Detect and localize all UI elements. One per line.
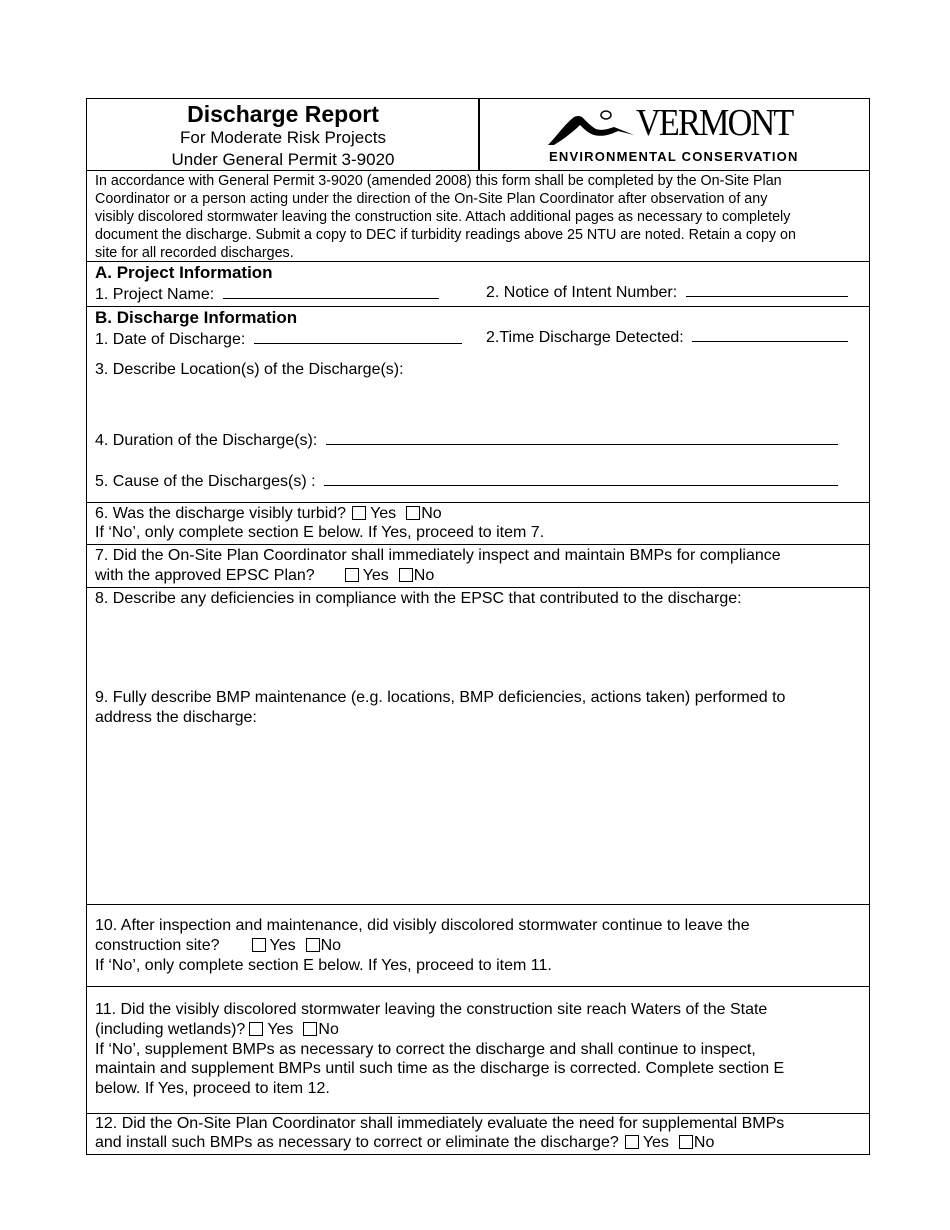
discharge-cause-label: 5. Cause of the Discharges(s) : (95, 473, 316, 490)
q6-line-1 (95, 504, 442, 524)
q6-no-checkbox[interactable] (406, 506, 420, 520)
q11-yes-checkbox[interactable] (249, 1022, 263, 1036)
section-b-heading: B. Discharge Information (95, 308, 298, 327)
q11-line-2 (95, 1020, 339, 1040)
noi-number-label: 2. Notice of Intent Number: (486, 284, 678, 301)
discharge-cause-field[interactable] (95, 471, 838, 492)
form-subtitle-2: Under General Permit 3-9020 (171, 150, 395, 169)
q9-line-1: 9. Fully describe BMP maintenance (e.g. locations, BMP deficiencies, actions taken) performed to (95, 689, 786, 706)
q10-no-checkbox[interactable] (306, 938, 320, 952)
q10-line-3: If ‘No’, only complete section E below. If Yes, proceed to item 11. (95, 957, 552, 974)
noi-number-field[interactable] (486, 282, 848, 303)
q11-no-label: No (318, 1021, 339, 1038)
form-subtitle-1: For Moderate Risk Projects (180, 128, 386, 147)
q7-no-checkbox[interactable] (399, 568, 413, 582)
discharge-date-field[interactable] (95, 329, 462, 350)
section-a-project-information (87, 262, 869, 307)
q11-yes-label: Yes (267, 1021, 294, 1038)
q11-line-1: 11. Did the visibly discolored stormwater leaving the construction site reach Waters of the State (95, 1001, 768, 1018)
q11-line-5: below. If Yes, proceed to item 12. (95, 1080, 330, 1097)
section-a-heading: A. Project Information (95, 263, 273, 282)
question-12 (87, 1114, 869, 1154)
q7-text: with the approved EPSC Plan? (95, 567, 315, 584)
q11-text: (including wetlands)? (95, 1021, 246, 1038)
q12-line-1: 12. Did the On-Site Plan Coordinator shall immediately evaluate the need for supplemental BMPs (95, 1115, 785, 1132)
q8-line-1: 8. Describe any deficiencies in compliance with the EPSC that contributed to the discharge: (95, 590, 742, 607)
q7-yes-checkbox[interactable] (345, 568, 359, 582)
form-title: Discharge Report (187, 101, 379, 127)
q6-text: 6. Was the discharge visibly turbid? (95, 505, 347, 522)
vermont-dec-logo (480, 99, 871, 171)
question-10 (87, 905, 869, 987)
intro-line-2: Coordinator or a person acting under the direction of the On-Site Plan Coordinator after observation of any (95, 191, 768, 207)
q10-text: construction site? (95, 937, 220, 954)
discharge-location-label: 3. Describe Location(s) of the Discharge(s): (95, 361, 404, 378)
intro-line-4: document the discharge. Submit a copy to DEC if turbidity readings above 25 NTU are noted. Retain a copy on (95, 227, 796, 243)
intro-line-3: visibly discolored stormwater leaving the construction site. Attach additional pages as necessary to completely (95, 209, 791, 225)
q11-no-checkbox[interactable] (303, 1022, 317, 1036)
question-8 (87, 588, 869, 687)
project-name-input[interactable] (223, 284, 439, 299)
q9-line-2: address the discharge: (95, 709, 257, 726)
question-9 (87, 687, 869, 905)
q10-line-2 (95, 936, 341, 956)
q12-line-2 (95, 1133, 714, 1153)
q12-yes-checkbox[interactable] (625, 1135, 639, 1149)
discharge-date-input[interactable] (254, 329, 462, 344)
discharge-duration-label: 4. Duration of the Discharge(s): (95, 432, 318, 449)
question-6 (87, 503, 869, 545)
q7-line-1: 7. Did the On-Site Plan Coordinator shall immediately inspect and maintain BMPs for compliance (95, 547, 781, 564)
logo-subtitle-text: ENVIRONMENTAL CONSERVATION (549, 149, 799, 164)
mountain-logo-icon (546, 107, 646, 147)
discharge-time-field[interactable] (486, 327, 848, 348)
q6-line-2: If ‘No’, only complete section E below. If Yes, proceed to item 7. (95, 524, 545, 541)
question-7 (87, 545, 869, 588)
q6-no-label: No (421, 505, 442, 522)
noi-number-input[interactable] (686, 282, 848, 297)
q10-line-1: 10. After inspection and maintenance, did visibly discolored stormwater continue to leave the (95, 917, 750, 934)
q10-yes-checkbox[interactable] (252, 938, 266, 952)
q12-no-label: No (693, 1134, 715, 1151)
discharge-time-label: 2.Time Discharge Detected: (486, 329, 684, 346)
q7-line-2 (95, 566, 434, 586)
form-header (87, 99, 869, 171)
project-name-label: 1. Project Name: (95, 286, 215, 303)
intro-paragraph (87, 171, 869, 262)
intro-line-5: site for all recorded discharges. (95, 245, 294, 261)
discharge-cause-input[interactable] (324, 471, 838, 486)
discharge-time-input[interactable] (692, 327, 848, 342)
q12-text: and install such BMPs as necessary to correct or eliminate the discharge? (95, 1134, 619, 1151)
discharge-duration-field[interactable] (95, 430, 838, 451)
discharge-date-label: 1. Date of Discharge: (95, 331, 246, 348)
q6-yes-checkbox[interactable] (352, 506, 366, 520)
q11-line-3: If ‘No’, supplement BMPs as necessary to correct the discharge and shall continue to inspect, (95, 1041, 756, 1058)
question-11 (87, 987, 869, 1114)
discharge-report-form (86, 98, 870, 1155)
q12-no-checkbox[interactable] (679, 1135, 693, 1149)
q10-no-label: No (320, 937, 342, 954)
section-b-discharge-information (87, 307, 869, 503)
q11-line-4: maintain and supplement BMPs until such time as the discharge is corrected. Complete section E (95, 1060, 785, 1077)
q7-yes-label: Yes (362, 567, 389, 584)
q8-answer-area[interactable] (95, 612, 861, 684)
logo-vermont-text: VERMONT (636, 102, 793, 144)
intro-line-1: In accordance with General Permit 3-9020 (amended 2008) this form shall be completed by the On-Site Plan (95, 173, 782, 189)
q12-yes-label: Yes (642, 1134, 669, 1151)
q6-yes-label: Yes (370, 505, 397, 522)
q9-answer-area[interactable] (95, 733, 861, 899)
project-name-field[interactable] (95, 284, 439, 305)
q10-yes-label: Yes (269, 937, 296, 954)
discharge-duration-input[interactable] (326, 430, 838, 445)
q7-no-label: No (413, 567, 435, 584)
